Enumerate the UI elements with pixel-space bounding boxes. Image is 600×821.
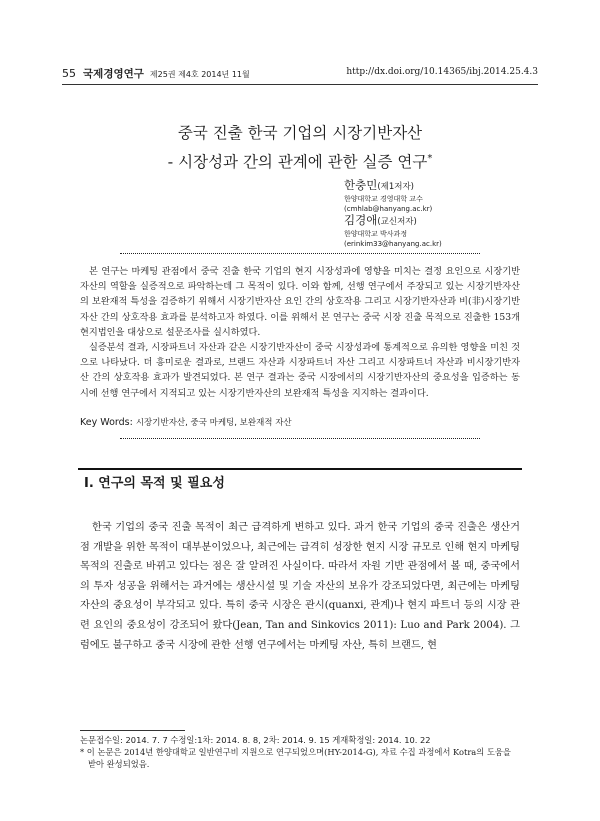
author-name: 김경애 [344, 213, 378, 227]
author-email[interactable]: (erinkim33@hanyang.ac.kr) [344, 240, 442, 248]
title-line-2: - 시장성과 간의 관계에 관한 실증 연구* [167, 153, 433, 172]
doi-link[interactable]: http://dx.doi.org/10.14365/ibj.2014.25.4.3 [346, 67, 538, 77]
author-affiliation: 한양대학교 박사과정 [344, 230, 408, 238]
abstract-top-divider [120, 253, 480, 254]
author-role: (제1저자) [377, 182, 415, 192]
footnote-rule [80, 730, 185, 731]
author-name: 한충민 [344, 178, 378, 192]
author-role: (교신저자) [377, 217, 417, 227]
page-number: 55 [62, 67, 76, 80]
author-block-1 [344, 178, 432, 214]
keywords-label: Key Words: [80, 417, 133, 428]
body-paragraph: 한국 기업의 중국 진출 목적이 최근 급격하게 변하고 있다. 과거 한국 기업의 중국 진출은 생산거점 개발을 위한 목적이 대부분이었으나, 최근에는 급격히 성장한 현지 시장 규모로 인해 현지 마케팅 목적의 진출로 바뀌고 있다는 점은 잘 알려진 사실이다. 따라서 자원 기반 관점에서 볼 때, 중국에서의 투자 성공을 위해서는 과거에는 생산시설 및 기술 자산의 보유가 강조되었다면, 최근에는 마케팅 자산의 중요성이 부각되고 있다. 특히 중국 시장은 관시(quanxi, 관계)나 현지 파트너 등의 시장 관련 요인의 중요성이 강조되어 왔다(Jean, Tan and Sinkovics 2011): Luo and Park 2004). 그럼에도 불구하고 중국 시장에 관한 선행 연구에서는 마케팅 자산, 특히 브랜드, 현 [80, 522, 520, 651]
abstract [80, 264, 520, 401]
submission-dates: 논문접수일: 2014. 7. 7 수정일:1차: 2014. 8. 8, 2차: 2014. 9. 15 게재확정일: 2014. 10. 22 [80, 735, 431, 745]
abstract-paragraph-1: 본 연구는 마케팅 관점에서 중국 진출 한국 기업의 현지 시장성과에 영향을 미치는 결정 요인으로 시장기반자산의 역할을 실증적으로 파악하는데 그 목적이 있다. 이와 함께, 선행 연구에서 주장되고 있는 시장기반자산의 보완재적 특성을 검증하기 위해서 시장기반자산 요인 간의 상호작용 그리고 시장기반자산과 비(非)시장기반자산 간의 상호작용 효과를 분석하고자 하였다. 이를 위해서 본 연구는 중국 시장 진출 목적으로 진출한 153개 현지법인을 대상으로 설문조사를 실시하였다. [80, 266, 520, 338]
running-header [62, 66, 538, 82]
funding-footnote: * 이 논문은 2014년 한양대학교 일반연구비 지원으로 연구되었으며(HY-2014-G), 자료 수집 과정에서 Kotra의 도움을 받아 완성되었음. [80, 746, 511, 769]
author-block-2 [344, 213, 442, 249]
author-email[interactable]: (cmhlab@hanyang.ac.kr) [344, 205, 433, 213]
journal-name: 국제경영연구 [83, 68, 144, 80]
section-heading: Ⅰ. 연구의 목적 및 필요성 [84, 476, 225, 491]
section-rule [78, 468, 522, 470]
title-footnote-mark: * [427, 153, 433, 164]
footnotes [80, 735, 520, 770]
keywords-value: 시장기반자산, 중국 마케팅, 보완재적 자산 [135, 418, 292, 428]
author-affiliation: 한양대학교 경영대학 교수 [344, 195, 423, 203]
abstract-bottom-divider [120, 438, 480, 439]
abstract-paragraph-2: 실증분석 결과, 시장파트너 자산과 같은 시장기반자산이 중국 시장성과에 통계적으로 유의한 영향을 미친 것으로 나타났다. 더 흥미로운 결과로, 브랜드 자산과 시장파트너 자산 그리고 시장파트너 자산과 비시장기반자산 간의 상호작용 효과가 발견되었다. 본 연구 결과는 중국 시장에서의 시장기반자산의 중요성을 입증하는 동시에 선행 연구에서 지적되고 있는 시장기반자산의 보완재적 특성을 지지하는 결과이다. [80, 342, 520, 399]
journal-info [62, 66, 250, 81]
body-text [80, 518, 520, 655]
header-rule [62, 84, 538, 85]
title-line-1: 중국 진출 한국 기업의 시장기반자산 [177, 124, 423, 142]
paper-title [62, 121, 538, 175]
keywords [80, 416, 292, 428]
volume-issue: 제25권 제4호 2014년 11월 [149, 70, 250, 79]
